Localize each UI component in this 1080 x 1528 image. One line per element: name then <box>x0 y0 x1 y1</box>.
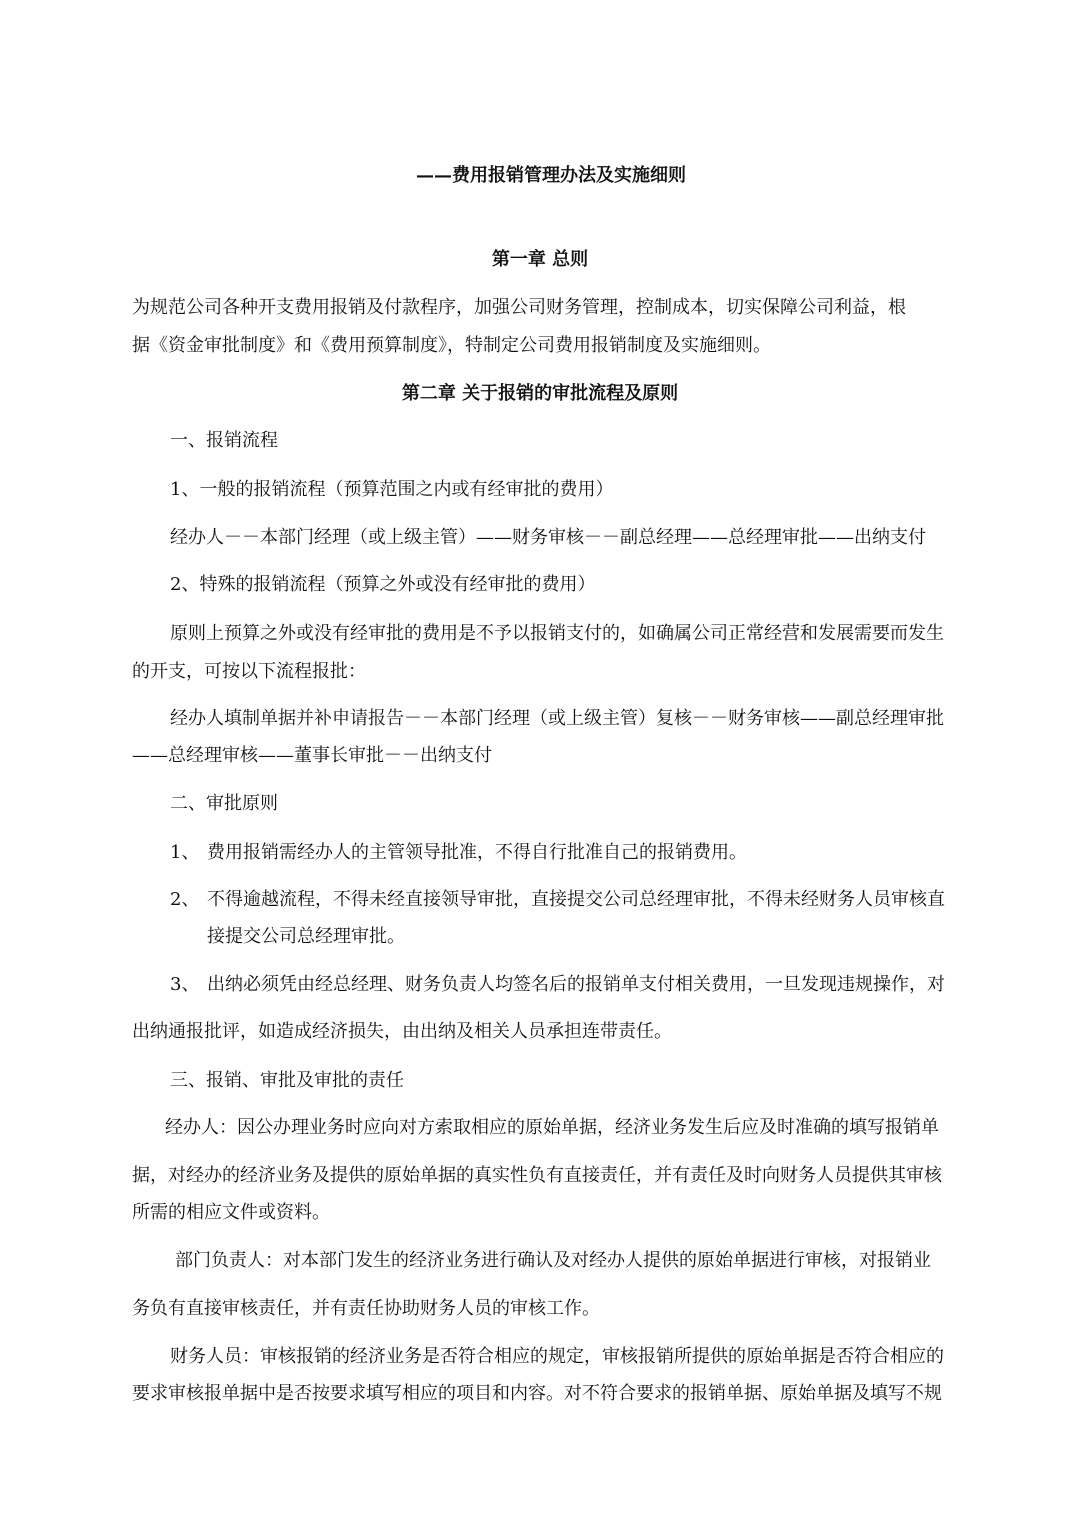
handler-duty-line-2: 据，对经办的经济业务及提供的原始单据的真实性负有直接责任，并有责任及时向财务人员提供其审核 <box>132 1165 942 1186</box>
special-process-paragraph-line-1: 原则上预算之外或没有经审批的费用是不予以报销支付的，如确属公司正常经营和发展需要而发生 <box>170 623 944 644</box>
chapter-1-heading: 第一章 总则 <box>491 249 589 270</box>
principle-2-text-line-1: 不得逾越流程，不得未经直接领导审批，直接提交公司总经理审批，不得未经财务人员审核直 <box>207 889 945 910</box>
finance-duty-line-2: 要求审核报单据中是否按要求填写相应的项目和内容。对不符合要求的报销单据、原始单据及填写不规 <box>132 1383 942 1404</box>
finance-duty-line-1: 财务人员：审核报销的经济业务是否符合相应的规定，审核报销所提供的原始单据是否符合相应的 <box>170 1346 944 1367</box>
dept-head-duty-line-2: 务负有直接审核责任，并有责任协助财务人员的审核工作。 <box>132 1298 600 1319</box>
section-3-heading: 三、报销、审批及审批的责任 <box>170 1070 404 1091</box>
section-2-heading: 二、审批原则 <box>170 793 278 814</box>
handler-duty-line-1: 经办人：因公办理业务时应向对方索取相应的原始单据，经济业务发生后应及时准确的填写报销单 <box>165 1117 939 1138</box>
principle-3-number: 3、 <box>170 974 200 995</box>
general-process-item: 1、一般的报销流程（预算范围之内或有经审批的费用） <box>170 479 614 500</box>
special-process-paragraph-line-2: 的开支，可按以下流程报批： <box>132 661 366 682</box>
general-process-flow: 经办人－－本部门经理（或上级主管）——财务审核－－副总经理——总经理审批——出纳支付 <box>170 527 926 548</box>
special-process-flow-line-2: ——总经理审核——董事长审批－－出纳支付 <box>132 745 492 766</box>
section-1-heading: 一、报销流程 <box>170 430 278 451</box>
principle-3-text-line-1: 出纳必须凭由经总经理、财务负责人均签名后的报销单支付相关费用，一旦发现违规操作，对 <box>207 974 945 995</box>
chapter-2-heading: 第二章 关于报销的审批流程及原则 <box>401 383 679 404</box>
principle-2-text-line-2: 接提交公司总经理审批。 <box>207 926 405 947</box>
principle-3-text-line-2: 出纳通报批评，如造成经济损失，由出纳及相关人员承担连带责任。 <box>132 1021 672 1042</box>
special-process-item: 2、特殊的报销流程（预算之外或没有经审批的费用） <box>170 574 596 595</box>
principle-1-number: 1、 <box>170 842 200 863</box>
principle-1-text: 费用报销需经办人的主管领导批准，不得自行批准自己的报销费用。 <box>207 842 747 863</box>
chapter-1-paragraph-line-2: 据《资金审批制度》和《费用预算制度》，特制定公司费用报销制度及实施细则。 <box>132 335 771 356</box>
chapter-1-paragraph-line-1: 为规范公司各种开支费用报销及付款程序，加强公司财务管理，控制成本，切实保障公司利益，根 <box>132 297 906 318</box>
principle-2-number: 2、 <box>170 889 200 910</box>
dept-head-duty-line-1: 部门负责人：对本部门发生的经济业务进行确认及对经办人提供的原始单据进行审核，对报销业 <box>175 1250 931 1271</box>
handler-duty-line-3: 所需的相应文件或资料。 <box>132 1202 330 1223</box>
special-process-flow-line-1: 经办人填制单据并补申请报告－－本部门经理（或上级主管）复核－－财务审核——副总经理审批 <box>170 708 944 729</box>
document-title: ——费用报销管理办法及实施细则 <box>416 165 686 186</box>
